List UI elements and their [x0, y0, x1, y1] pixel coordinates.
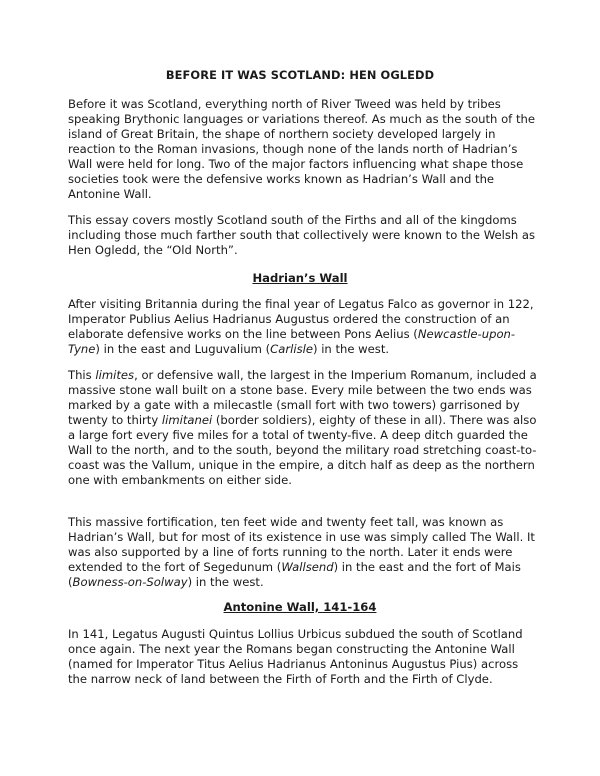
text-span: , or defensive wall, the largest in the Imperium Romanum, included a massive stone wall built on a stone base. Every mile between the two ends was marked by a gate with a milecastle (small fort with two towers) garrisoned by twenty to thirty	[68, 368, 537, 427]
text-span: ) in the west.	[312, 342, 390, 356]
italic-term: limites	[95, 368, 135, 382]
antonine-wall-paragraph-1: In 141, Legatus Augusti Quintus Lollius Urbicus subdued the south of Scotland once again. The next year the Romans began constructing the Antonine Wall (named for Imperator Titus Aelius Hadrianus Antoninus Augustus Pius) across the narrow neck of land between the Firth of Forth and the Firth of Clyde.	[68, 627, 523, 686]
text-span: ) in the east and Luguvalium (	[95, 342, 271, 356]
text-span: This massive fortification, ten feet wide and twenty feet tall, was known as Hadrian’s Wall, but for most of its existence in use was simply called The Wall. It was also supported by a line of forts running to the north. Later it ends were extended to the fort of Segedunum (	[68, 515, 535, 574]
italic-place-name: Wallsend	[281, 560, 334, 574]
intro-paragraph-1: Before it was Scotland, everything north of River Tweed was held by tribes speaking Brythonic languages or variations thereof. As much as the south of the island of Great Britain, the shape of northern society developed largely in reaction to the Roman invasions, though none of the lands north of Hadrian’s Wall were held for long. Two of the major factors influencing what shape those societies took were the defensive works known as Hadrian’s Wall and the Antonine Wall.	[68, 97, 535, 201]
italic-place-name: Carlisle	[270, 342, 313, 356]
section-heading-antonine-wall: Antonine Wall, 141-164	[223, 600, 377, 614]
italic-place-name: Bowness-on-Solway	[72, 575, 188, 589]
hadrians-wall-paragraph-3	[68, 515, 540, 590]
text-span: After visiting Britannia during the final year of Legatus Falco as governor in 122, Imperator Publius Aelius Hadrianus Augustus ordered the construction of an elaborate defensive works on the line between Pons Aelius (	[68, 297, 534, 341]
text-span: This	[68, 368, 96, 382]
text-span: ) in the west.	[187, 575, 264, 589]
hadrians-wall-paragraph-1	[68, 297, 540, 357]
italic-place-name: Newcastle-upon-Tyne	[68, 327, 516, 356]
intro-paragraph-2: This essay covers mostly Scotland south of the Firths and all of the kingdoms including those much farther south that collectively were known to the Welsh as Hen Ogledd, the “Old North”.	[68, 213, 536, 257]
text-span: ) in the east and the fort of Mais (	[68, 560, 521, 589]
italic-term: limitanei	[161, 413, 213, 427]
section-heading-hadrians-wall: Hadrian’s Wall	[252, 271, 348, 285]
hadrians-wall-paragraph-2	[68, 368, 540, 488]
text-span: (border soldiers), eighty of these in all). There was also a large fort every five miles for a total of twenty-five. A deep ditch guarded the Wall to the north, and to the south, beyond the military road stretching coast-to-coast was the Vallum, unique in the empire, a ditch half as deep as the northern one with embankments on either side.	[68, 413, 537, 487]
document-title: BEFORE IT WAS SCOTLAND: HEN OGLEDD	[165, 68, 435, 82]
